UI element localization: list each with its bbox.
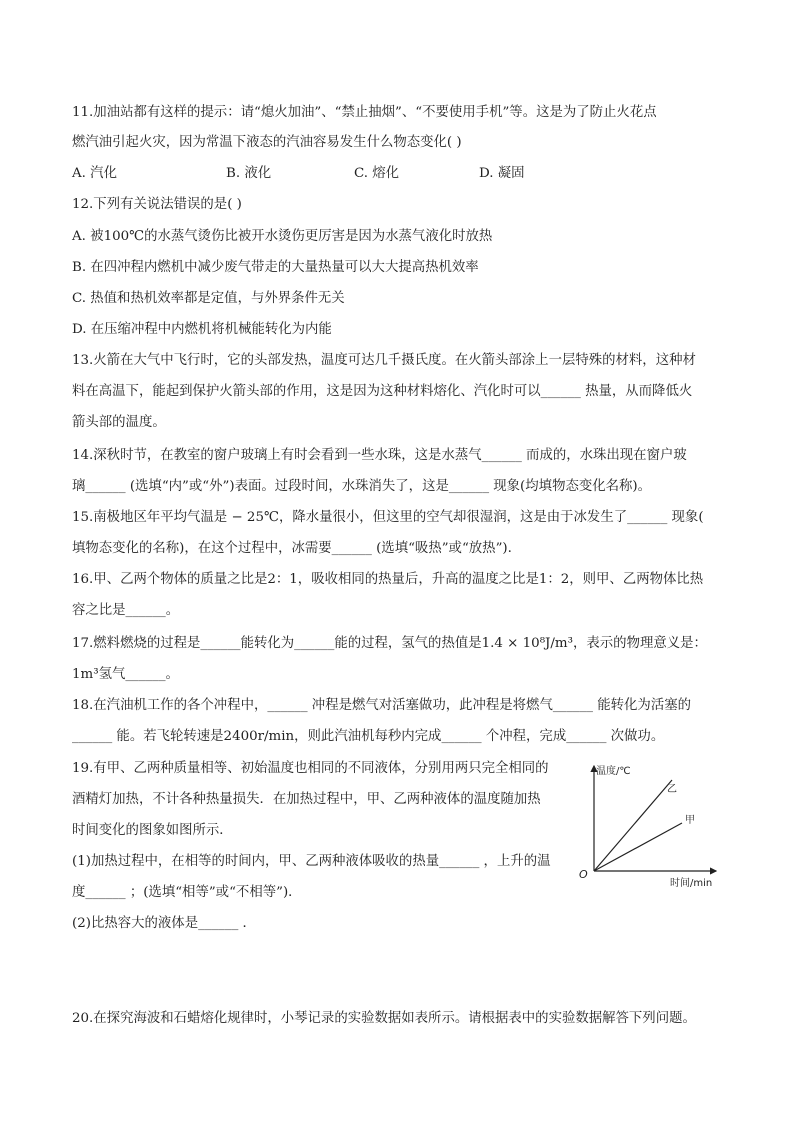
temperature-time-graph (574, 758, 724, 893)
q13-line2: 料在高温下，能起到保护火箭头部的作用，这是因为这种材料熔化、汽化时可以______ 热量，从而降低火 (72, 384, 693, 399)
q16-line1: 16.甲、乙两个物体的质量之比是2：1，吸收相同的热量后，升高的温度之比是1：2，则甲、乙两物体比热 (72, 572, 704, 587)
q16-line2: 容之比是______。 (72, 603, 180, 618)
q12-option-b: B. 在四冲程内燃机中减少废气带走的大量热量可以大大提高热机效率 (72, 260, 479, 275)
q12-stem: 12.下列有关说法错误的是( ) (72, 197, 242, 212)
q14-line1: 14.深秋时节，在教室的窗户玻璃上有时会看到一些水珠，这是水蒸气______ 而成的，水珠出现在窗户玻 (72, 448, 687, 463)
q19-line2: 酒精灯加热，不计各种热量损失．在加热过程中，甲、乙两种液体的温度随加热 (72, 792, 541, 807)
q19-sub2: (2)比热容大的液体是______ ． (72, 916, 256, 931)
q17-line1: 17.燃料燃烧的过程是______能转化为______能的过程，氢气的热值是1.4 × 10⁸J/m³，表示的物理意义是： (72, 636, 707, 651)
q13-line1: 13.火箭在大气中飞行时，它的头部发热，温度可达几千摄氏度。在火箭头部涂上一层特殊的材料，这种材 (72, 353, 696, 368)
q18-line2: ______ 能。若飞轮转速是2400r/min，则此汽油机每秒内完成______ 个冲程，完成______ 次做功。 (72, 729, 665, 744)
q11-line2: 燃汽油引起火灾，因为常温下液态的汽油容易发生什么物态变化( ) (72, 135, 462, 150)
q11-option-d: D. 凝固 (479, 166, 525, 181)
q12-option-d: D. 在压缩冲程中内燃机将机械能转化为内能 (72, 322, 332, 337)
line-yi (594, 780, 672, 871)
line-jia (594, 823, 682, 871)
x-axis-label: 时间/min (670, 878, 713, 889)
q11-line1: 11.加油站都有这样的提示：请“熄火加油”、“禁止抽烟”、“不要使用手机”等。这是为了防止火花点 (72, 105, 657, 120)
q15-line1: 15.南极地区年平均气温是 − 25℃，降水量很小，但这里的空气却很湿润，这是由于冰发生了______ 现象( (72, 510, 704, 525)
q11-option-c: C. 熔化 (354, 166, 400, 181)
q11-option-b: B. 液化 (226, 166, 272, 181)
q19-sub1-line2: 度______ ；(选填“相等”或“不相等”)． (72, 885, 302, 900)
q17-line2: 1m³氢气______。 (72, 667, 179, 682)
q15-line2: 填物态变化的名称)，在这个过程中，冰需要______ (选填“吸热”或“放热”). (72, 541, 512, 556)
q12-option-c: C. 热值和热机效率都是定值，与外界条件无关 (72, 291, 345, 306)
line-label-jia: 甲 (685, 815, 695, 826)
q20-line1: 20.在探究海波和石蜡熔化规律时，小琴记录的实验数据如表所示。请根据表中的实验数据解答下列问题。 (72, 1011, 696, 1026)
q14-line2: 璃______ (选填“内”或“外”)表面。过段时间，水珠消失了，这是______ 现象(均填物态变化名称)。 (72, 479, 652, 494)
q11-option-a: A. 汽化 (72, 166, 117, 181)
q19-line1: 19.有甲、乙两种质量相等、初始温度也相同的不同液体，分别用两只完全相同的 (72, 761, 549, 776)
y-axis-label: 温度/℃ (596, 766, 631, 777)
line-label-yi: 乙 (667, 784, 677, 795)
q18-line1: 18.在汽油机工作的各个冲程中，______ 冲程是燃气对活塞做功，此冲程是将燃气______ 能转化为活塞的 (72, 698, 691, 713)
origin-label: O (579, 868, 588, 881)
q12-option-a: A. 被100℃的水蒸气烫伤比被开水烫伤更厉害是因为水蒸气液化时放热 (72, 229, 493, 244)
q13-line3: 箭头部的温度。 (72, 415, 166, 430)
q19-sub1-line1: (1)加热过程中，在相等的时间内，甲、乙两种液体吸收的热量______ ，上升的温 (72, 854, 551, 869)
q19-line3: 时间变化的图象如图所示． (72, 823, 233, 838)
